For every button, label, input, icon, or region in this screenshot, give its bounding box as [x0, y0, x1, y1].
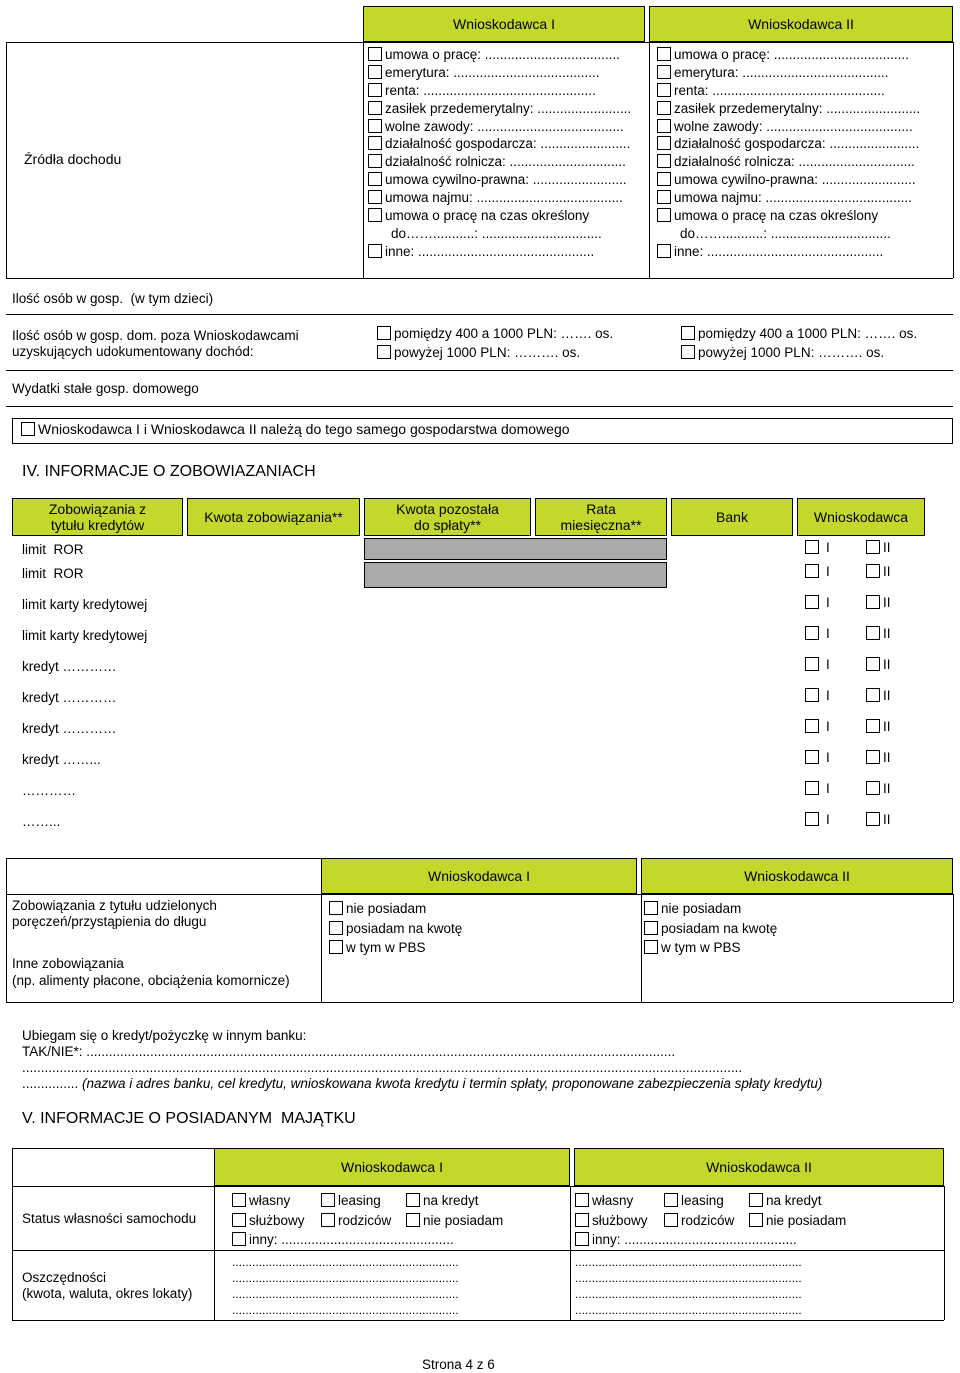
liability-row-label: limit karty kredytowej [22, 597, 148, 612]
checkbox[interactable] [329, 901, 343, 915]
car-options-2: własny leasing na kredyt służbowy rodziców nie posiadam inny: .............................................. [575, 1191, 846, 1250]
header-applicant-2: Wnioskodawca II [649, 6, 953, 42]
assets-header-2: Wnioskodawca II [574, 1148, 944, 1186]
fixed-expenses-label: Wydatki stałe gosp. domowego [12, 381, 199, 396]
checkbox[interactable] [866, 540, 880, 554]
applicant-choice: I II [805, 657, 891, 672]
checkbox[interactable] [866, 812, 880, 826]
savings-lines-1[interactable]: .................................................................... .................................................................... .................................................................... .................................................................... [232, 1255, 459, 1317]
income-range-applicant-1: pomiędzy 400 a 1000 PLN: ……. os. powyżej 1000 PLN: ………. os. [377, 324, 613, 362]
checkbox[interactable] [368, 244, 382, 258]
guarantees-options-1: nie posiadam posiadam na kwotę w tym w PBS [329, 899, 462, 958]
checkbox[interactable] [368, 154, 382, 168]
income-list-applicant-1: umowa o pracę: .................................... emerytura: ....................................... renta: .............................................. zasiłek przedemerytalny: ......................... wolne zawody: ....................................... działalność gospodarcza: ........................ działalność rolnicza: ............................... umowa cywilno-prawna: ......................... umowa najmu: ....................................... umowa o pracę na czas określony do……...........: ................................ inne: ............................................... [368, 46, 631, 261]
checkbox[interactable] [657, 172, 671, 186]
checkbox[interactable] [657, 119, 671, 133]
applicant-choice: I II [805, 626, 891, 641]
checkbox[interactable] [368, 65, 382, 79]
checkbox[interactable] [377, 345, 391, 359]
checkbox[interactable] [805, 564, 819, 578]
checkbox[interactable] [805, 657, 819, 671]
checkbox[interactable] [805, 688, 819, 702]
applicant-choice: I II [805, 781, 891, 796]
checkbox[interactable] [377, 326, 391, 340]
col-header-bank: Bank [671, 498, 793, 536]
liability-row-label: limit ROR [22, 542, 84, 557]
header-applicant-1: Wnioskodawca I [363, 6, 645, 42]
checkbox[interactable] [749, 1213, 763, 1227]
applicant-choice: I II [805, 540, 891, 555]
checkbox[interactable] [664, 1193, 678, 1207]
col-header-amount: Kwota zobowiązania** [187, 498, 360, 536]
liability-row-label: limit karty kredytowej [22, 628, 148, 643]
persons-income-label-1: Ilość osób w gosp. dom. poza Wnioskodawcami [12, 328, 299, 343]
other-liabilities-label-2: (np. alimenty płacone, obciążenia komornicze) [12, 973, 290, 988]
checkbox[interactable] [657, 190, 671, 204]
checkbox[interactable] [406, 1193, 420, 1207]
other-bank-line-3[interactable]: ................................................................................................................................................................................................ [22, 1060, 743, 1075]
liability-row-label: kredyt ………… [22, 659, 117, 674]
assets-header-1: Wnioskodawca I [214, 1148, 570, 1186]
guarantees-header-2: Wnioskodawca II [641, 858, 953, 894]
checkbox[interactable] [749, 1193, 763, 1207]
guarantees-label-2: poręczeń/przystąpienia do długu [12, 914, 207, 929]
checkbox[interactable] [232, 1232, 246, 1246]
checkbox[interactable] [575, 1213, 589, 1227]
checkbox[interactable] [321, 1213, 335, 1227]
section-5-title: V. INFORMACJE O POSIADANYM MAJĄTKU [22, 1110, 356, 1127]
liability-row-label: ……... [22, 814, 61, 829]
checkbox[interactable] [866, 688, 880, 702]
checkbox[interactable] [657, 47, 671, 61]
checkbox[interactable] [575, 1232, 589, 1246]
checkbox[interactable] [866, 657, 880, 671]
other-liabilities-label-1: Inne zobowiązania [12, 956, 124, 971]
checkbox[interactable] [368, 208, 382, 222]
guarantees-options-2: nie posiadam posiadam na kwotę w tym w PBS [644, 899, 777, 958]
checkbox[interactable] [657, 244, 671, 258]
checkbox[interactable] [681, 326, 695, 340]
applicant-choice: I II [805, 688, 891, 703]
checkbox[interactable] [329, 921, 343, 935]
checkbox[interactable] [644, 901, 658, 915]
checkbox[interactable] [866, 595, 880, 609]
checkbox[interactable] [664, 1213, 678, 1227]
checkbox[interactable] [657, 65, 671, 79]
applicant-choice: I II [805, 595, 891, 610]
checkbox[interactable] [575, 1193, 589, 1207]
checkbox[interactable] [368, 119, 382, 133]
checkbox[interactable] [321, 1193, 335, 1207]
disabled-cell [364, 538, 667, 560]
same-household-checkbox[interactable] [21, 422, 35, 436]
checkbox[interactable] [368, 190, 382, 204]
checkbox[interactable] [644, 940, 658, 954]
checkbox[interactable] [368, 47, 382, 61]
savings-lines-2[interactable]: .................................................................... .................................................................... .................................................................... .................................................................... [575, 1255, 802, 1317]
checkbox[interactable] [805, 750, 819, 764]
guarantees-header-1: Wnioskodawca I [321, 858, 637, 894]
checkbox[interactable] [866, 626, 880, 640]
income-label: Źródła dochodu [24, 151, 122, 167]
disabled-cell [364, 562, 667, 588]
col-header-remaining: Kwota pozostała do spłaty** [364, 498, 531, 536]
checkbox[interactable] [805, 540, 819, 554]
checkbox[interactable] [368, 172, 382, 186]
checkbox[interactable] [866, 719, 880, 733]
same-household-label: Wnioskodawca I i Wnioskodawca II należą do tego samego gospodarstwa domowego [38, 421, 570, 437]
checkbox[interactable] [657, 154, 671, 168]
checkbox[interactable] [232, 1193, 246, 1207]
liability-row-label: ………… [22, 783, 76, 798]
guarantees-label-1: Zobowiązania z tytułu udzielonych [12, 898, 217, 913]
col-header-installment: Rata miesięczna** [535, 498, 667, 536]
persons-income-label-2: uzyskujących udokumentowany dochód: [12, 344, 254, 359]
other-bank-line-2[interactable]: TAK/NIE*: ............................................................................................................................................................. [22, 1044, 676, 1059]
income-range-applicant-2: pomiędzy 400 a 1000 PLN: ……. os. powyżej 1000 PLN: ………. os. [681, 324, 917, 362]
col-header-liability: Zobowiązania z tytułu kredytów [12, 498, 183, 536]
checkbox[interactable] [657, 136, 671, 150]
liability-row-label: kredyt ……... [22, 752, 101, 767]
liability-row-label: limit ROR [22, 566, 84, 581]
checkbox[interactable] [866, 564, 880, 578]
savings-label-1: Oszczędności [22, 1270, 107, 1285]
other-bank-dots[interactable]: ............... [22, 1076, 79, 1091]
other-bank-hint: (nazwa i adres banku, cel kredytu, wnioskowana kwota kredytu i termin spłaty, proponowane zabezpieczenia spłaty kredytu) [82, 1076, 823, 1091]
checkbox[interactable] [681, 345, 695, 359]
checkbox[interactable] [657, 101, 671, 115]
checkbox[interactable] [368, 101, 382, 115]
checkbox[interactable] [644, 921, 658, 935]
checkbox[interactable] [232, 1213, 246, 1227]
checkbox[interactable] [866, 781, 880, 795]
checkbox[interactable] [805, 626, 819, 640]
applicant-choice: I II [805, 564, 891, 579]
checkbox[interactable] [866, 750, 880, 764]
applicant-choice: I II [805, 750, 891, 765]
checkbox[interactable] [657, 208, 671, 222]
applicant-choice: I II [805, 812, 891, 827]
checkbox[interactable] [406, 1213, 420, 1227]
car-status-label: Status własności samochodu [22, 1211, 197, 1226]
liability-row-label: kredyt ………… [22, 690, 117, 705]
checkbox[interactable] [805, 781, 819, 795]
col-header-applicant: Wnioskodawca [797, 498, 925, 536]
car-options-1: własny leasing na kredyt służbowy rodziców nie posiadam inny: .............................................. [232, 1191, 503, 1250]
checkbox[interactable] [805, 812, 819, 826]
persons-label: Ilość osób w gosp. (w tym dzieci) [12, 291, 214, 306]
liability-row-label: kredyt ………… [22, 721, 117, 736]
section-4-title: IV. INFORMACJE O ZOBOWIAZANIACH [22, 463, 316, 480]
checkbox[interactable] [805, 719, 819, 733]
checkbox[interactable] [329, 940, 343, 954]
applicant-choice: I II [805, 719, 891, 734]
checkbox[interactable] [657, 83, 671, 97]
checkbox[interactable] [368, 136, 382, 150]
page-number: Strona 4 z 6 [422, 1357, 495, 1372]
checkbox[interactable] [368, 83, 382, 97]
checkbox[interactable] [805, 595, 819, 609]
other-bank-line-1: Ubiegam się o kredyt/pożyczkę w innym banku: [22, 1028, 307, 1043]
income-list-applicant-2: umowa o pracę: .................................... emerytura: ....................................... renta: .............................................. zasiłek przedemerytalny: ......................... wolne zawody: ....................................... działalność gospodarcza: ........................ działalność rolnicza: ............................... umowa cywilno-prawna: ......................... umowa najmu: ....................................... umowa o pracę na czas określony do……...........: ................................ inne: ............................................... [657, 46, 920, 261]
savings-label-2: (kwota, waluta, okres lokaty) [22, 1286, 193, 1301]
